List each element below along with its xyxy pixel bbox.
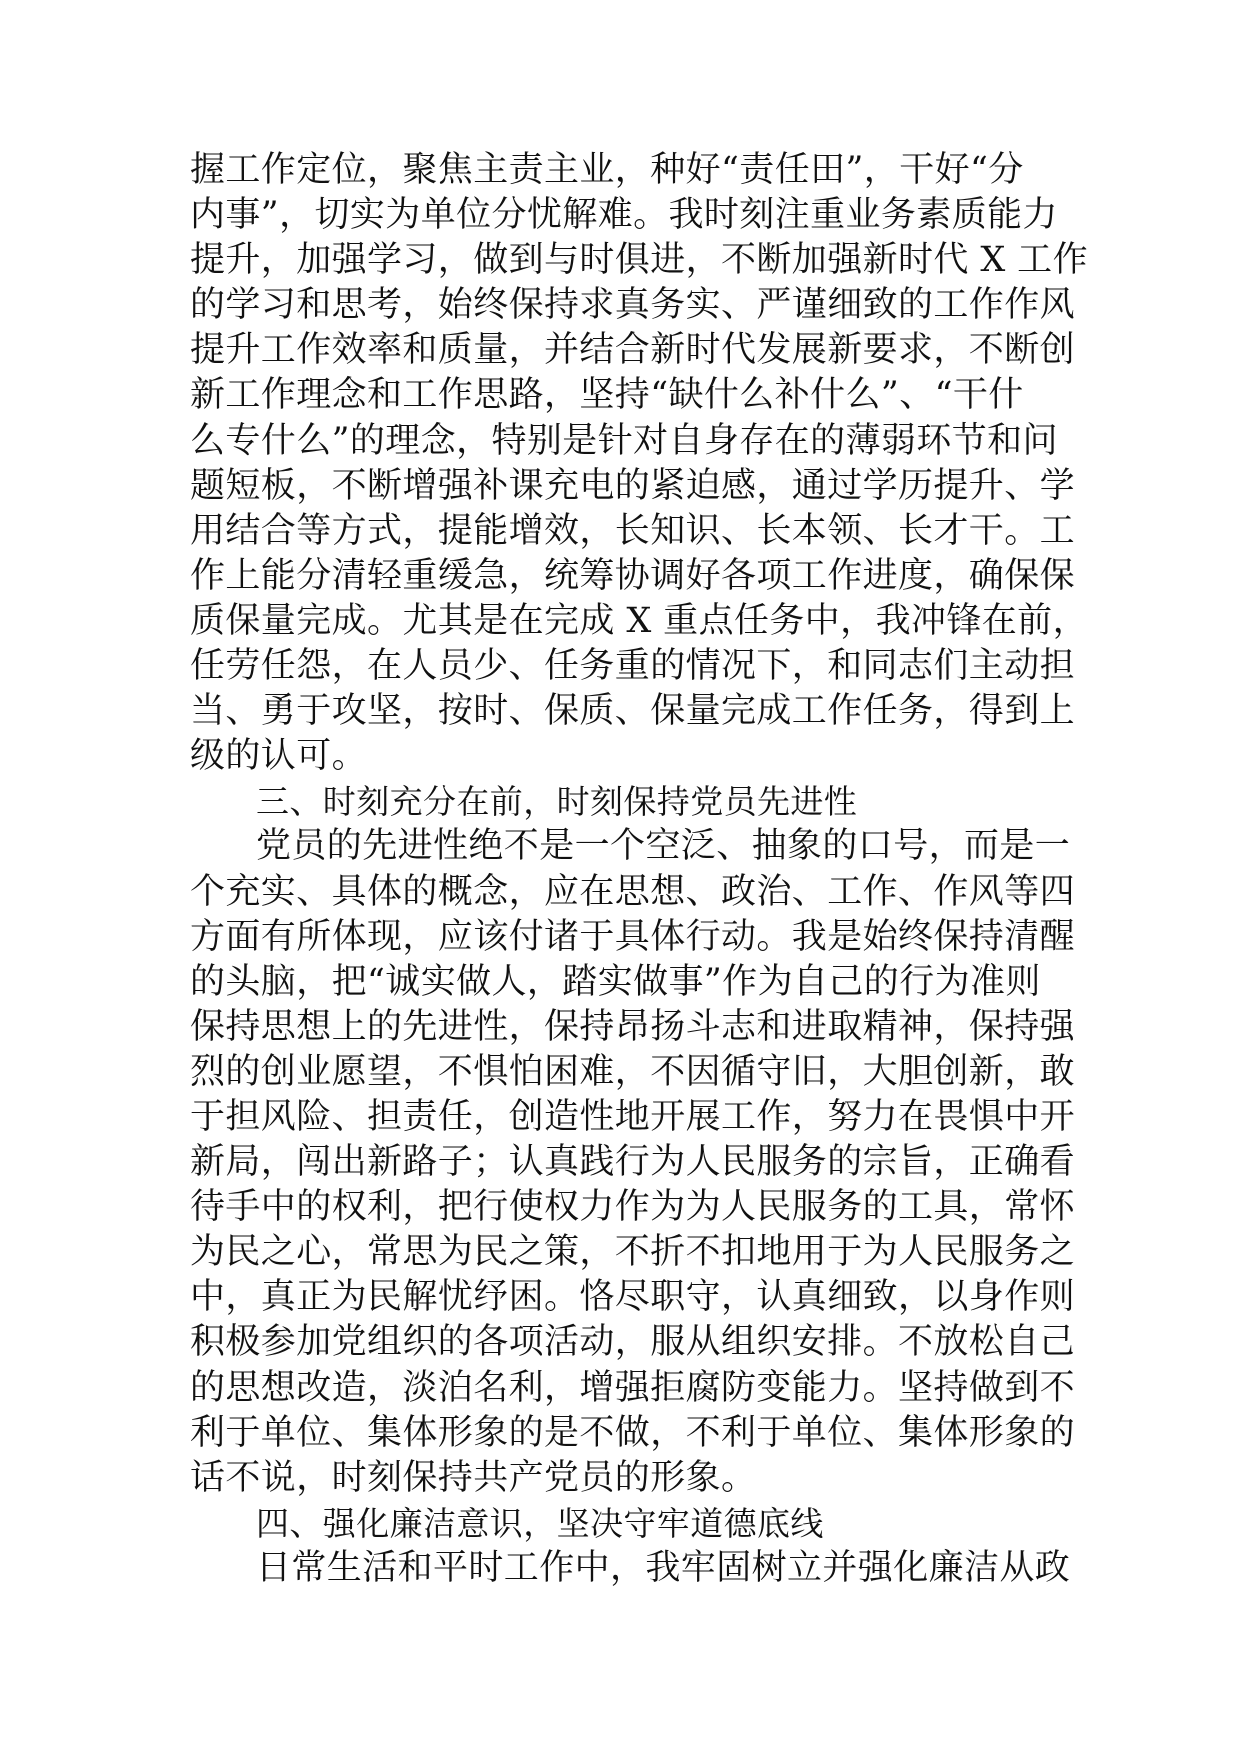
- body-text: [190, 148, 1088, 1591]
- text-line: 么专什么”的理念，特别是针对自身存在的薄弱环节和问: [190, 420, 1058, 461]
- paragraph-start: 日常生活和平时工作中，我牢固树立并强化廉洁从政: [256, 1547, 1071, 1588]
- text-line: 话不说，时刻保持共产党员的形象。: [190, 1457, 757, 1498]
- text-line: 内事”，切实为单位分忧解难。我时刻注重业务素质能力: [190, 195, 1058, 236]
- text-line: 中，真正为民解忧纾困。恪尽职守，认真细致，以身作则: [190, 1277, 1076, 1318]
- text-line: 提升，加强学习，做到与时俱进，不断加强新时代 X 工作: [190, 240, 1088, 281]
- text-line: 积极参加党组织的各项活动，服从组织安排。不放松自己: [190, 1322, 1076, 1363]
- section-heading-3: 三、时刻充分在前，时刻保持党员先进性: [256, 782, 858, 822]
- text-line: 题短板，不断增强补课充电的紧迫感，通过学历提升、学: [190, 465, 1076, 506]
- text-line: 提升工作效率和质量，并结合新时代发展新要求，不断创: [190, 330, 1076, 371]
- text-line: 用结合等方式，提能增效，长知识、长本领、长才干。工: [190, 510, 1076, 551]
- text-line: 级的认可。: [190, 736, 368, 777]
- text-line: 新工作理念和工作思路，坚持“缺什么补什么”、“干什: [190, 375, 1024, 416]
- text-line: 的思想改造，淡泊名利，增强拒腐防变能力。坚持做到不: [190, 1367, 1076, 1408]
- text-line: 利于单位、集体形象的是不做，不利于单位、集体形象的: [190, 1412, 1076, 1453]
- text-line: 于担风险、担责任，创造性地开展工作，努力在畏惧中开: [190, 1096, 1076, 1137]
- text-line: 的学习和思考，始终保持求真务实、严谨细致的工作作风: [190, 285, 1076, 326]
- text-line: 保持思想上的先进性，保持昂扬斗志和进取精神，保持强: [190, 1006, 1076, 1047]
- section-heading-4: 四、强化廉洁意识，坚决守牢道德底线: [256, 1503, 824, 1543]
- text-line: 为民之心，常思为民之策，不折不扣地用于为人民服务之: [190, 1232, 1076, 1273]
- text-line: 作上能分清轻重缓急，统筹协调好各项工作进度，确保保: [190, 555, 1076, 596]
- text-line: 质保量完成。尤其是在完成 X 重点任务中，我冲锋在前，: [190, 600, 1088, 641]
- text-line: 当、勇于攻坚，按时、保质、保量完成工作任务，得到上: [190, 691, 1076, 732]
- text-line: 个充实、具体的概念，应在思想、政治、工作、作风等四: [190, 871, 1076, 912]
- text-line: 任劳任怨，在人员少、任务重的情况下，和同志们主动担: [190, 646, 1076, 687]
- text-line: 新局，闯出新路子；认真践行为人民服务的宗旨，正确看: [190, 1142, 1076, 1183]
- text-line: 烈的创业愿望，不惧怕困难，不因循守旧，大胆创新，敢: [190, 1051, 1076, 1092]
- text-line: 待手中的权利，把行使权力作为为人民服务的工具，常怀: [190, 1187, 1076, 1228]
- paragraph-start: 党员的先进性绝不是一个空泛、抽象的口号，而是一: [256, 826, 1071, 867]
- text-line: 的头脑，把“诚实做人，踏实做事”作为自己的行为准则: [190, 961, 1041, 1002]
- text-line: 握工作定位，聚焦主责主业，种好“责任田”，干好“分: [190, 150, 1024, 190]
- text-line: 方面有所体现，应该付诸于具体行动。我是始终保持清醒: [190, 916, 1076, 957]
